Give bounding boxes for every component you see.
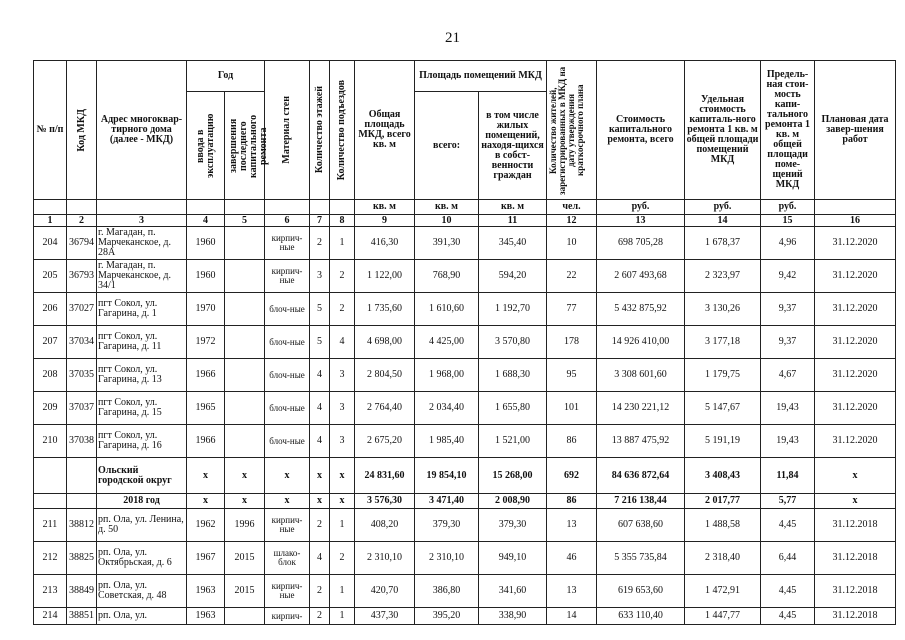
col-number: 3 [97, 215, 187, 227]
cell-res: 594,20 [479, 260, 547, 293]
unit-max-cost: руб. [761, 200, 815, 215]
cell-res: 1 688,30 [479, 359, 547, 392]
cell-max: 4,45 [761, 608, 815, 625]
table-row [34, 509, 896, 542]
cell-address: г. Магадан, п. Марчеканское, д. 34/1 [97, 260, 187, 293]
cell-prem: 386,80 [415, 575, 479, 608]
cell-n: 213 [34, 575, 67, 608]
header-year-repair: завершения последнего капитального ремонта [225, 92, 265, 200]
cell-code: 36793 [67, 260, 97, 293]
year-unit: 2 017,77 [685, 494, 761, 509]
total-unit: 3 408,43 [685, 458, 761, 494]
cell-year: 1965 [187, 392, 225, 425]
cell-entr: 1 [330, 509, 355, 542]
cell-people: 101 [547, 392, 597, 425]
header-total-area: Общая площадь МКД, всего кв. м [355, 61, 415, 200]
cell-code: 37038 [67, 425, 97, 458]
table-row [34, 392, 896, 425]
cell-wall: блоч-ные [265, 425, 310, 458]
cell-floors: 5 [310, 293, 330, 326]
cell-cost: 14 926 410,00 [597, 326, 685, 359]
cell-address: пгт Сокол, ул. Гагарина, д. 15 [97, 392, 187, 425]
total-cost: 84 636 872,64 [597, 458, 685, 494]
cell-prem: 4 425,00 [415, 326, 479, 359]
col-number: 5 [225, 215, 265, 227]
cell-date: 31.12.2018 [815, 575, 896, 608]
cell-people: 77 [547, 293, 597, 326]
cell-address: рп. Ола, ул. [97, 608, 187, 625]
total-x: x [330, 458, 355, 494]
unit-residents: чел. [547, 200, 597, 215]
cell-repair [225, 425, 265, 458]
cell-code: 37027 [67, 293, 97, 326]
cell-area: 1 735,60 [355, 293, 415, 326]
cell-floors: 2 [310, 509, 330, 542]
cell-date: 31.12.2020 [815, 227, 896, 260]
cell-address: пгт Сокол, ул. Гагарина, д. 16 [97, 425, 187, 458]
year-cost: 7 216 138,44 [597, 494, 685, 509]
cell-address: рп. Ола, ул. Ленина, д. 50 [97, 509, 187, 542]
cell-prem: 391,30 [415, 227, 479, 260]
cell-cost: 5 432 875,92 [597, 293, 685, 326]
col-number: 4 [187, 215, 225, 227]
cell-people: 178 [547, 326, 597, 359]
cell-repair [225, 359, 265, 392]
cell-prem: 1 610,60 [415, 293, 479, 326]
total-x: x [225, 458, 265, 494]
col-number: 9 [355, 215, 415, 227]
cell-area: 420,70 [355, 575, 415, 608]
cell-wall: кирпич-ные [265, 575, 310, 608]
cell-floors: 3 [310, 260, 330, 293]
cell-res: 379,30 [479, 509, 547, 542]
cell-max: 9,37 [761, 293, 815, 326]
cell-unit: 1 179,75 [685, 359, 761, 392]
cell-area: 416,30 [355, 227, 415, 260]
cell-entr: 1 [330, 608, 355, 625]
cell-wall: шлако-блок [265, 542, 310, 575]
cell-n: 207 [34, 326, 67, 359]
total-res: 15 268,00 [479, 458, 547, 494]
total-x: x [310, 458, 330, 494]
header-floors: Количество этажей [310, 61, 330, 200]
cell-unit: 1 447,77 [685, 608, 761, 625]
cell-max: 19,43 [761, 425, 815, 458]
cell-max: 4,45 [761, 509, 815, 542]
cell-floors: 2 [310, 227, 330, 260]
cell-repair [225, 293, 265, 326]
cell-code: 36794 [67, 227, 97, 260]
total-row [34, 458, 896, 494]
cell-address: пгт Сокол, ул. Гагарина, д. 11 [97, 326, 187, 359]
year-max: 5,77 [761, 494, 815, 509]
cell-year: 1972 [187, 326, 225, 359]
year-x: x [265, 494, 310, 509]
cell-max: 4,67 [761, 359, 815, 392]
cell-cost: 698 705,28 [597, 227, 685, 260]
cell-code: 37035 [67, 359, 97, 392]
col-number: 8 [330, 215, 355, 227]
cell-entr: 3 [330, 392, 355, 425]
year-row [34, 494, 896, 509]
cell-date: 31.12.2018 [815, 542, 896, 575]
year-res: 2 008,90 [479, 494, 547, 509]
header-unit-cost: Удельная стоимость капиталь-ного ремонта 1 кв. м общей площади помещений МКД [685, 61, 761, 200]
cell-entr: 1 [330, 575, 355, 608]
cell-people: 46 [547, 542, 597, 575]
cell-res: 1 655,80 [479, 392, 547, 425]
cell-prem: 2 034,40 [415, 392, 479, 425]
cell-max: 4,45 [761, 575, 815, 608]
cell-people: 13 [547, 509, 597, 542]
cell-res: 3 570,80 [479, 326, 547, 359]
cell-max: 19,43 [761, 392, 815, 425]
cell-people: 86 [547, 425, 597, 458]
cell-area: 4 698,00 [355, 326, 415, 359]
cell-year: 1966 [187, 359, 225, 392]
header-year: Год [187, 61, 265, 92]
cell-cost: 14 230 221,12 [597, 392, 685, 425]
cell-wall: кирпич-ные [265, 260, 310, 293]
cell-date: 31.12.2020 [815, 293, 896, 326]
cell-repair [225, 227, 265, 260]
cell-cost: 607 638,60 [597, 509, 685, 542]
cell-year: 1960 [187, 227, 225, 260]
cell-unit: 3 177,18 [685, 326, 761, 359]
header-code: Код МКД [67, 61, 97, 200]
header-premises-residential: в том числе жилых помещений, находя-щихся в собст-венности граждан [479, 92, 547, 200]
cell-entr: 1 [330, 227, 355, 260]
table-row [34, 425, 896, 458]
cell-prem: 1 985,40 [415, 425, 479, 458]
cell-date: 31.12.2018 [815, 608, 896, 625]
unit-premises-res: кв. м [479, 200, 547, 215]
cell-code: 38849 [67, 575, 97, 608]
cell-cost: 2 607 493,68 [597, 260, 685, 293]
cell-cost: 3 308 601,60 [597, 359, 685, 392]
cell-wall: кирпич- [265, 608, 310, 625]
cell-unit: 1 472,91 [685, 575, 761, 608]
header-residents: Количество жителей, зарегистрированных в МКД на дату утверждения краткосрочного плана [547, 61, 597, 200]
cell-address: пгт Сокол, ул. Гагарина, д. 1 [97, 293, 187, 326]
cell-people: 10 [547, 227, 597, 260]
year-prem: 3 471,40 [415, 494, 479, 509]
header-year-commission: ввода в эксплуатацию [187, 92, 225, 200]
header-date: Плановая дата завер-шения работ [815, 61, 896, 200]
cell-code: 37034 [67, 326, 97, 359]
cell-wall: блоч-ные [265, 326, 310, 359]
year-x: x [225, 494, 265, 509]
col-number: 11 [479, 215, 547, 227]
cell-date: 31.12.2020 [815, 260, 896, 293]
cell-res: 1 192,70 [479, 293, 547, 326]
cell-year: 1967 [187, 542, 225, 575]
cell-n: 209 [34, 392, 67, 425]
cell-area: 2 675,20 [355, 425, 415, 458]
cell-area: 2 310,10 [355, 542, 415, 575]
cell-date: 31.12.2020 [815, 326, 896, 359]
cell-res: 1 521,00 [479, 425, 547, 458]
unit-unit-cost: руб. [685, 200, 761, 215]
cell-date: 31.12.2020 [815, 392, 896, 425]
cell-prem: 379,30 [415, 509, 479, 542]
total-area: 24 831,60 [355, 458, 415, 494]
cell-repair: 1996 [225, 509, 265, 542]
cell-entr: 2 [330, 293, 355, 326]
year-x: x [815, 494, 896, 509]
cell-address: г. Магадан, п. Марчеканское, д. 28А [97, 227, 187, 260]
total-people: 692 [547, 458, 597, 494]
cell-cost: 13 887 475,92 [597, 425, 685, 458]
cell-floors: 2 [310, 575, 330, 608]
total-prem: 19 854,10 [415, 458, 479, 494]
col-number: 10 [415, 215, 479, 227]
cell-year: 1970 [187, 293, 225, 326]
col-number: 13 [597, 215, 685, 227]
header-max-cost: Предель-ная стои-мость капи-тального ремонта 1 кв. м общей площади поме-щений МКД [761, 61, 815, 200]
cell-unit: 1 678,37 [685, 227, 761, 260]
cell-res: 338,90 [479, 608, 547, 625]
cell-entr: 4 [330, 326, 355, 359]
cell-people: 22 [547, 260, 597, 293]
cell-max: 6,44 [761, 542, 815, 575]
cell-max: 9,37 [761, 326, 815, 359]
header-premises-area: Площадь помещений МКД [415, 61, 547, 92]
table-row [34, 260, 896, 293]
cell-prem: 1 968,00 [415, 359, 479, 392]
year-x: x [187, 494, 225, 509]
unit-total-area: кв. м [355, 200, 415, 215]
cell-cost: 5 355 735,84 [597, 542, 685, 575]
year-area: 3 576,30 [355, 494, 415, 509]
cell-floors: 2 [310, 608, 330, 625]
cell-cost: 619 653,60 [597, 575, 685, 608]
cell-area: 437,30 [355, 608, 415, 625]
header-cost: Стоимость капитального ремонта, всего [597, 61, 685, 200]
cell-unit: 5 191,19 [685, 425, 761, 458]
cell-res: 949,10 [479, 542, 547, 575]
cell-address: рп. Ола, ул. Советская, д. 48 [97, 575, 187, 608]
col-number: 15 [761, 215, 815, 227]
cell-n: 212 [34, 542, 67, 575]
cell-floors: 4 [310, 359, 330, 392]
cell-year: 1962 [187, 509, 225, 542]
cell-repair [225, 392, 265, 425]
cell-n: 210 [34, 425, 67, 458]
cell-area: 2 804,50 [355, 359, 415, 392]
col-number: 12 [547, 215, 597, 227]
cell-unit: 1 488,58 [685, 509, 761, 542]
cell-floors: 4 [310, 425, 330, 458]
cell-n: 208 [34, 359, 67, 392]
cell-entr: 3 [330, 359, 355, 392]
cell-res: 345,40 [479, 227, 547, 260]
cell-max: 9,42 [761, 260, 815, 293]
header-wall: Материал стен [265, 61, 310, 200]
cell-floors: 5 [310, 326, 330, 359]
cell-unit: 3 130,26 [685, 293, 761, 326]
cell-area: 1 122,00 [355, 260, 415, 293]
unit-premises-total: кв. м [415, 200, 479, 215]
cell-area: 2 764,40 [355, 392, 415, 425]
cell-address: пгт Сокол, ул. Гагарина, д. 13 [97, 359, 187, 392]
cell-wall: кирпич-ные [265, 227, 310, 260]
cell-code: 38851 [67, 608, 97, 625]
cell-unit: 5 147,67 [685, 392, 761, 425]
cell-date: 31.12.2020 [815, 359, 896, 392]
cell-floors: 4 [310, 392, 330, 425]
page-number: 21 [445, 30, 460, 46]
cell-n: 214 [34, 608, 67, 625]
cell-repair [225, 326, 265, 359]
year-x: x [330, 494, 355, 509]
cell-cost: 633 110,40 [597, 608, 685, 625]
cell-wall: блоч-ные [265, 293, 310, 326]
cell-prem: 768,90 [415, 260, 479, 293]
header-entrances: Количество подъездов [330, 61, 355, 200]
cell-n: 211 [34, 509, 67, 542]
cell-max: 4,96 [761, 227, 815, 260]
table-row [34, 227, 896, 260]
cell-unit: 2 318,40 [685, 542, 761, 575]
table-row [34, 359, 896, 392]
cell-entr: 2 [330, 260, 355, 293]
cell-code: 38812 [67, 509, 97, 542]
cell-floors: 4 [310, 542, 330, 575]
repair-plan-table [33, 60, 896, 625]
col-number: 6 [265, 215, 310, 227]
header-address: Адрес многоквар-тирного дома (далее - МКД) [97, 61, 187, 200]
cell-entr: 2 [330, 542, 355, 575]
cell-repair [225, 608, 265, 625]
cell-repair: 2015 [225, 542, 265, 575]
header-premises-total: всего: [415, 92, 479, 200]
cell-year: 1963 [187, 575, 225, 608]
col-number: 2 [67, 215, 97, 227]
year-x: x [310, 494, 330, 509]
cell-repair [225, 260, 265, 293]
header-n: № п/п [34, 61, 67, 200]
cell-repair: 2015 [225, 575, 265, 608]
table-row [34, 608, 896, 625]
cell-year: 1966 [187, 425, 225, 458]
cell-entr: 3 [330, 425, 355, 458]
cell-code: 37037 [67, 392, 97, 425]
total-x: x [187, 458, 225, 494]
total-label: Ольский городской округ [97, 458, 187, 494]
total-x: x [815, 458, 896, 494]
col-number: 16 [815, 215, 896, 227]
cell-code: 38825 [67, 542, 97, 575]
cell-n: 204 [34, 227, 67, 260]
cell-address: рп. Ола, ул. Октябрьская, д. 6 [97, 542, 187, 575]
cell-res: 341,60 [479, 575, 547, 608]
cell-date: 31.12.2018 [815, 509, 896, 542]
cell-prem: 395,20 [415, 608, 479, 625]
cell-year: 1963 [187, 608, 225, 625]
cell-wall: блоч-ные [265, 359, 310, 392]
cell-unit: 2 323,97 [685, 260, 761, 293]
table-row [34, 293, 896, 326]
col-number: 14 [685, 215, 761, 227]
unit-cost: руб. [597, 200, 685, 215]
table-row [34, 326, 896, 359]
year-label: 2018 год [97, 494, 187, 509]
table-row [34, 575, 896, 608]
cell-area: 408,20 [355, 509, 415, 542]
cell-n: 205 [34, 260, 67, 293]
total-max: 11,84 [761, 458, 815, 494]
cell-n: 206 [34, 293, 67, 326]
cell-prem: 2 310,10 [415, 542, 479, 575]
cell-people: 13 [547, 575, 597, 608]
cell-people: 95 [547, 359, 597, 392]
year-people: 86 [547, 494, 597, 509]
table-row [34, 542, 896, 575]
total-x: x [265, 458, 310, 494]
col-number: 7 [310, 215, 330, 227]
cell-wall: блоч-ные [265, 392, 310, 425]
col-number: 1 [34, 215, 67, 227]
cell-year: 1960 [187, 260, 225, 293]
cell-people: 14 [547, 608, 597, 625]
cell-wall: кирпич-ные [265, 509, 310, 542]
cell-date: 31.12.2020 [815, 425, 896, 458]
